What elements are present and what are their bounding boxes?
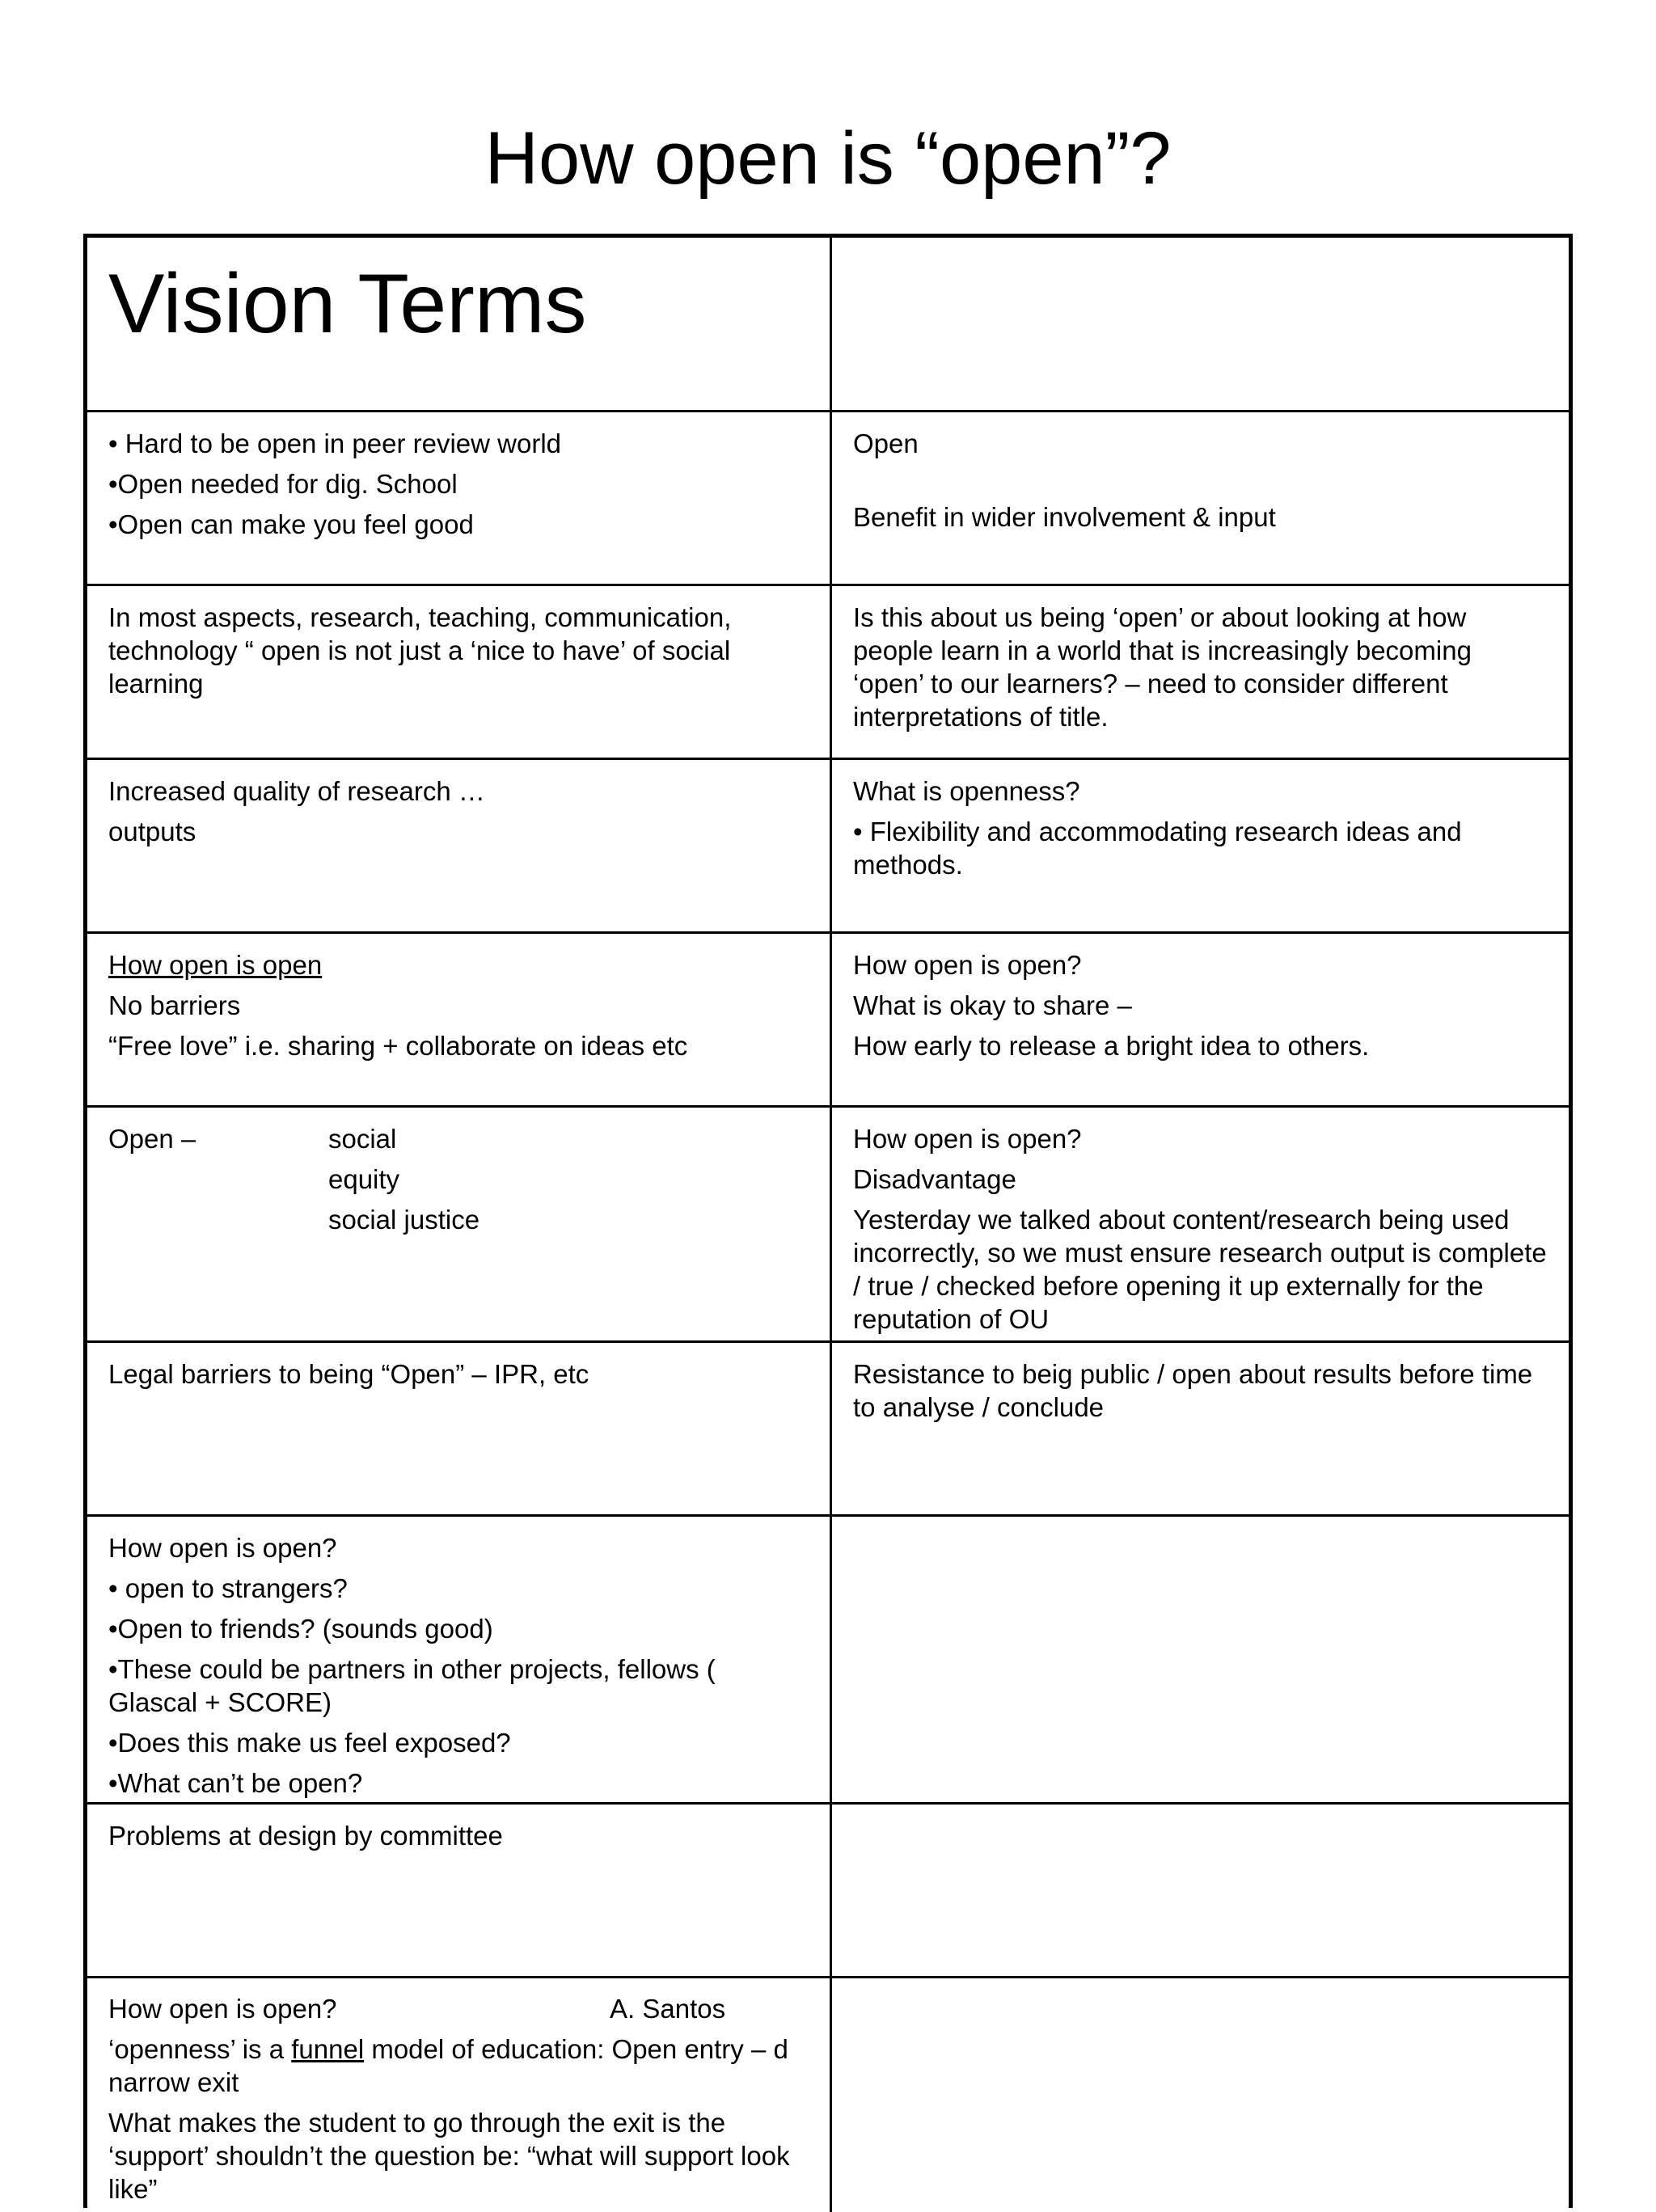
- cell-question: How open is open?: [108, 1994, 337, 2024]
- table-cell-empty: [832, 1517, 1569, 1805]
- question-author-line: [108, 1992, 809, 2033]
- table-cell: [832, 1343, 1569, 1517]
- cell-line: How open is open?: [853, 1124, 1082, 1154]
- cell-text: In most aspects, research, teaching, communication, technology “ open is not just a ‘nice to have’ of social learning: [108, 602, 732, 699]
- open-label: Open –: [108, 1124, 196, 1154]
- table-cell: [832, 1108, 1569, 1343]
- cell-line: What is openness?: [853, 776, 1080, 806]
- cell-text: Legal barriers to being “Open” – IPR, etc: [108, 1359, 589, 1389]
- table-grid: [87, 238, 1569, 1978]
- cell-line: No barriers: [108, 990, 241, 1020]
- funnel-word: funnel: [291, 2034, 365, 2064]
- cell-line: Disadvantage: [853, 1164, 1016, 1194]
- cell-line: • Hard to be open in peer review world: [108, 428, 562, 458]
- cell-line: “Free love” i.e. sharing + collaborate on ideas etc: [108, 1031, 688, 1061]
- cell-line: Yesterday we talked about content/research being used incorrectly, so we must ensure research output is complete / true / checked before opening it up externally for the reputation of OU: [853, 1205, 1547, 1334]
- list-item: equity: [328, 1164, 400, 1194]
- table-cell: [87, 760, 832, 934]
- open-list: [108, 1122, 809, 1243]
- table-cell: [87, 412, 832, 586]
- list-item: social justice: [328, 1205, 480, 1235]
- table-cell: [87, 934, 832, 1108]
- cell-heading: How open is open: [108, 950, 323, 980]
- author-name: A. Santos: [610, 1994, 726, 2024]
- cell-paragraph: What makes the student to go through the exit is the ‘support’ shouldn’t the question be: “what will support look like”: [108, 2108, 790, 2204]
- table-cell: [832, 586, 1569, 760]
- cell-line: •These could be partners in other projects, fellows ( Glascal + SCORE): [108, 1654, 716, 1717]
- cell-line: •Does this make us feel exposed?: [108, 1728, 511, 1758]
- cell-line: How open is open?: [108, 1533, 337, 1563]
- cell-line: Benefit in wider involvement & input: [853, 502, 1276, 532]
- cell-line: How open is open?: [853, 950, 1082, 980]
- cell-line: • open to strangers?: [108, 1573, 348, 1603]
- cell-line: outputs: [108, 817, 196, 846]
- table-cell-empty: [832, 1805, 1569, 1978]
- table-cell: [832, 412, 1569, 586]
- cell-line: Increased quality of research …: [108, 776, 485, 806]
- table-cell: [87, 1108, 832, 1343]
- table-cell: [87, 586, 832, 760]
- cell-text: Problems at design by committee: [108, 1821, 503, 1851]
- cell-line: •Open needed for dig. School: [108, 469, 458, 499]
- table-cell: [832, 934, 1569, 1108]
- vision-terms-table: [83, 234, 1573, 2208]
- table-cell: [87, 1805, 832, 1978]
- table-cell: [87, 1343, 832, 1517]
- table-last-row: [87, 1978, 1569, 2212]
- cell-line: • Flexibility and accommodating research ideas and methods.: [853, 817, 1462, 880]
- cell-paragraph: ‘openness’ is a funnel model of education: Open entry – d narrow exit: [108, 2034, 788, 2097]
- table-cell-empty: [832, 1978, 1569, 2212]
- cell-line: •What can’t be open?: [108, 1768, 363, 1798]
- table-heading-empty-cell: [832, 238, 1569, 412]
- table-cell: [832, 760, 1569, 934]
- cell-line: •Open can make you feel good: [108, 509, 474, 539]
- cell-line: Open: [853, 428, 919, 458]
- heading-text: Vision Terms: [108, 257, 587, 351]
- cell-line: •Open to friends? (sounds good): [108, 1614, 493, 1644]
- cell-line: How early to release a bright idea to others.: [853, 1031, 1370, 1061]
- table-heading: [87, 238, 832, 412]
- cell-text: Is this about us being ‘open’ or about looking at how people learn in a world that is increasingly becoming ‘open’ to our learners? – need to consider different interpretations of title.: [853, 602, 1472, 732]
- cell-line: What is okay to share –: [853, 990, 1132, 1020]
- table-cell: [87, 1978, 832, 2212]
- table-cell: [87, 1517, 832, 1805]
- list-item: social: [328, 1124, 397, 1154]
- page-title: How open is “open”?: [484, 117, 1172, 200]
- cell-text: Resistance to beig public / open about results before time to analyse / conclude: [853, 1359, 1533, 1422]
